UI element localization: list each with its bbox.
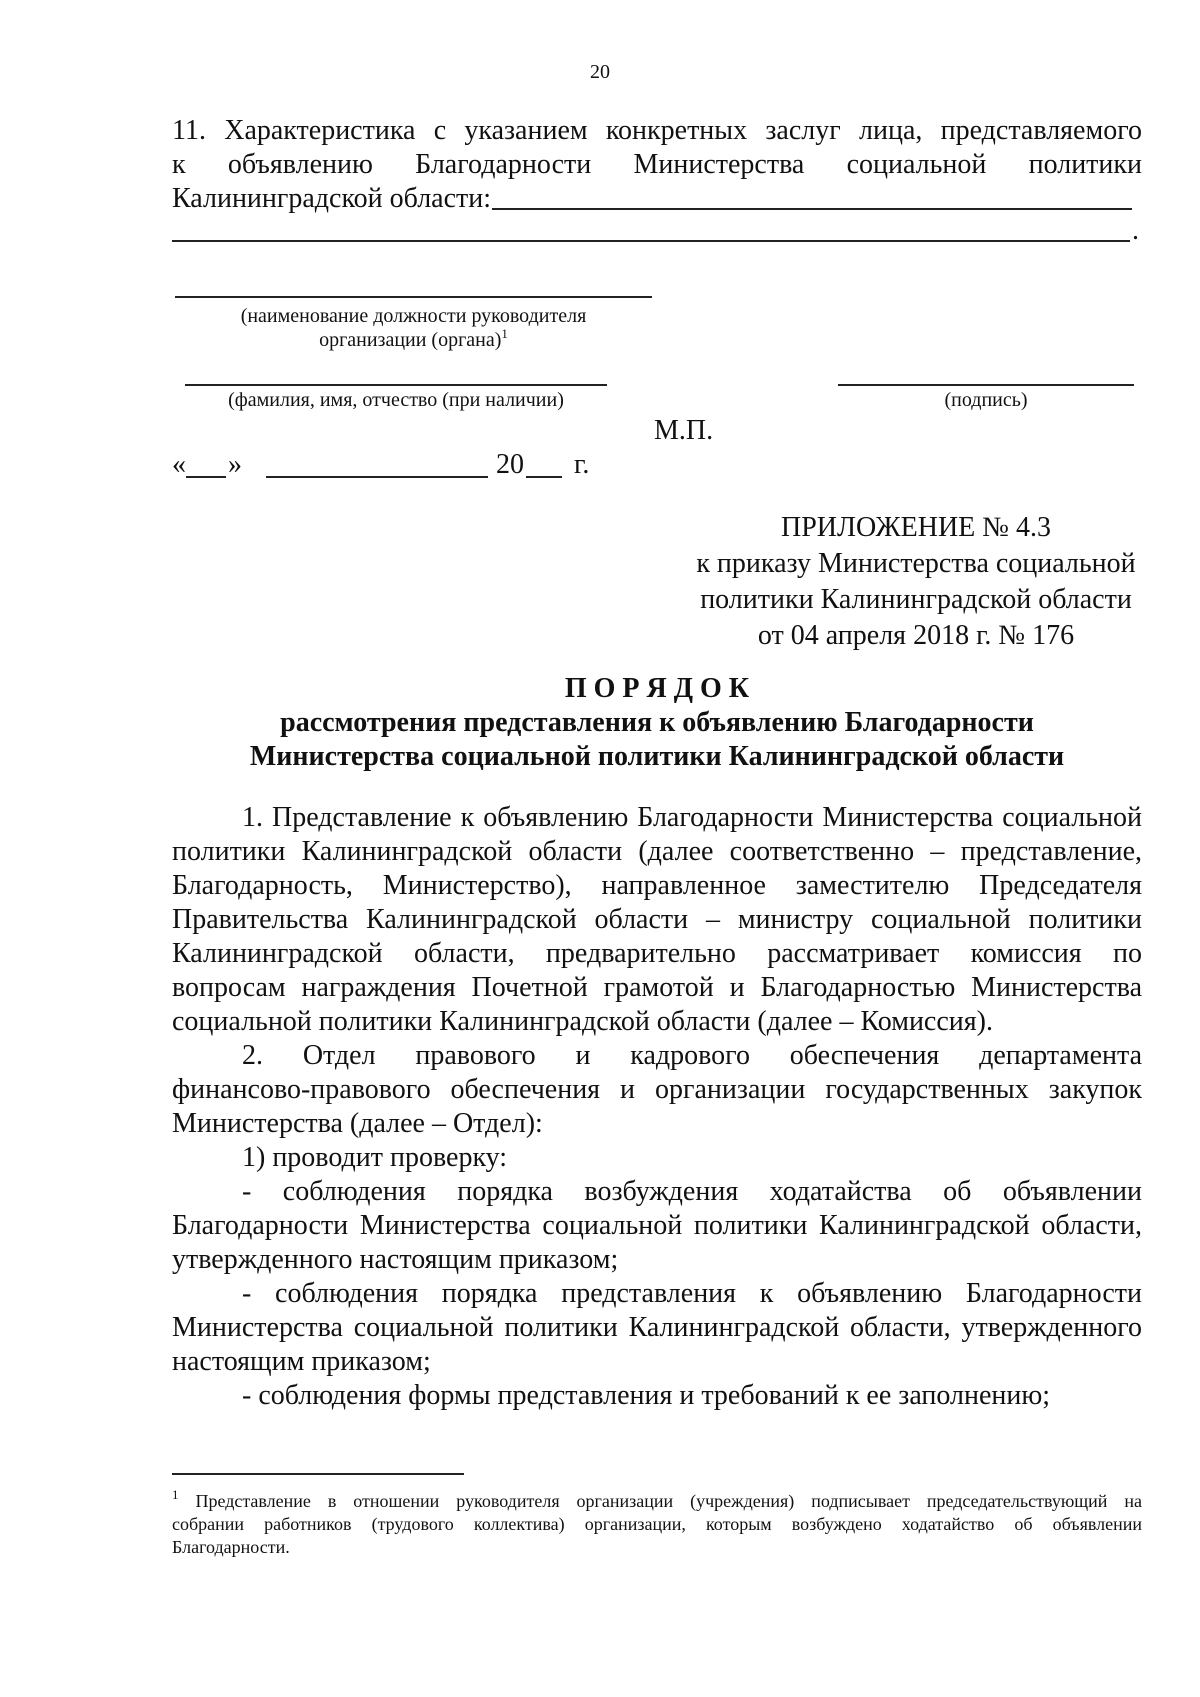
date-day-line <box>186 476 226 478</box>
fill-line-end-dot: . <box>1132 215 1139 246</box>
appendix-line-1: ПРИЛОЖЕНИЕ № 4.3 <box>781 512 1051 543</box>
p5-line-2: Министерства социальной политики Калининградской области, утвержденного <box>172 1312 1142 1343</box>
footnote-line-3: Благодарности. <box>172 1537 290 1557</box>
p3-line: 1) проводит проверку: <box>242 1142 508 1173</box>
p5-line-1: - соблюдения порядка представления к объявлению Благодарности <box>242 1278 1142 1309</box>
p1-line-5: Калининградской области, предварительно рассматривает комиссия по <box>172 938 1142 969</box>
footnote-mark: 1 <box>172 1487 179 1502</box>
p6-line: - соблюдения формы представления и требований к ее заполнению; <box>242 1380 1051 1411</box>
fill-line-2 <box>172 240 1130 242</box>
p1-line-1: 1. Представление к объявлению Благодарности Министерства социальной <box>242 802 1142 833</box>
date-year-suffix: г. <box>574 449 590 480</box>
footnote-line-1: $^1$ Представление в отношении руководителя организации (учреждения) подписывает председательствующий на <box>172 1487 1142 1511</box>
document-body <box>172 801 1142 1413</box>
p1-line-6: вопросам награждения Почетной грамотой и Благодарностью Министерства <box>172 972 1142 1003</box>
page-number: 20 <box>590 61 610 83</box>
item11-line3: Калининградской области: <box>172 183 492 214</box>
name-caption: (фамилия, имя, отчество (при наличии) <box>228 389 564 411</box>
p1-line-7: социальной политики Калининградской области (далее – Комиссия). <box>172 1006 993 1037</box>
footnote-separator <box>172 1473 464 1475</box>
p5-line-3: настоящим приказом; <box>172 1346 431 1377</box>
document-subtitle-1: рассмотрения представления к объявлению Благодарности <box>280 707 1034 738</box>
p2-line-3: Министерства (далее – Отдел): <box>172 1108 543 1139</box>
p4-line-2: Благодарности Министерства социальной политики Калининградской области, <box>172 1210 1142 1241</box>
p2-line-1: 2. Отдел правового и кадрового обеспечения департамента <box>242 1040 1142 1071</box>
date-close-quote: » <box>228 449 242 480</box>
position-caption-2: организации (органа)$^1$ <box>319 326 508 351</box>
fill-line-1 <box>492 208 1132 210</box>
appendix-line-2: к приказу Министерства социальной <box>696 548 1136 579</box>
footnote-ref: 1 <box>501 326 508 341</box>
p2-line-2: финансово-правового обеспечения и организации государственных закупок <box>172 1074 1142 1105</box>
item11-line1: 11. Характеристика с указанием конкретных заслуг лица, представляемого <box>172 115 1142 146</box>
footnote-line-2: собрании работников (трудового коллектива) организации, которым возбуждено ходатайство об объявлении <box>172 1514 1142 1534</box>
item11-line2: к объявлению Благодарности Министерства социальной политики <box>172 149 1142 180</box>
p1-line-2: политики Калининградской области (далее соответственно – представление, <box>172 836 1142 867</box>
appendix-line-3: политики Калининградской области <box>700 584 1132 615</box>
date-month-line <box>266 476 488 478</box>
footnote <box>172 1487 1142 1559</box>
p1-line-4: Правительства Калининградской области – министру социальной политики <box>172 904 1142 935</box>
position-caption-1: (наименование должности руководителя <box>240 305 587 327</box>
p4-line-3: утвержденного настоящим приказом; <box>172 1244 619 1275</box>
document-subtitle-2: Министерства социальной политики Калининградской области <box>249 741 1065 772</box>
date-year-prefix: 20 <box>496 449 524 480</box>
date-open-quote: « <box>172 449 186 480</box>
signature-caption: (подпись) <box>944 389 1028 411</box>
document-title: П О Р Я Д О К <box>564 673 750 704</box>
p4-line-1: - соблюдения порядка возбуждения ходатайства об объявлении <box>242 1176 1142 1207</box>
p1-line-3: Благодарность, Министерство), направленное заместителю Председателя <box>172 870 1142 901</box>
appendix-line-4: от 04 апреля 2018 г. № 176 <box>757 620 1075 651</box>
stamp-label: М.П. <box>654 415 714 446</box>
date-year-line <box>526 476 562 478</box>
position-line <box>175 296 652 298</box>
appendix-header <box>690 511 1142 653</box>
